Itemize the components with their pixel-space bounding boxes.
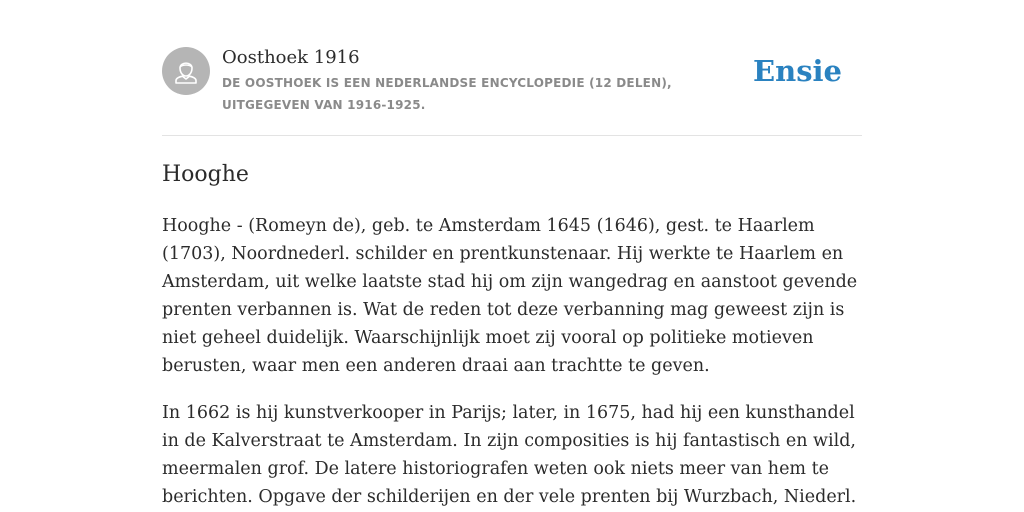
source-avatar[interactable] [162, 47, 210, 95]
entry-title: Hooghe [162, 162, 249, 187]
user-icon [162, 47, 210, 95]
source-description: DE OOSTHOEK IS EEN NEDERLANDSE ENCYCLOPEDIE (12 DELEN), UITGEGEVEN VAN 1916-1925. [222, 76, 672, 112]
source-header [162, 47, 862, 136]
entry-paragraph: In 1662 is hij kunstverkooper in Parijs; later, in 1675, had hij een kunsthandel in de Kalverstraat te Amsterdam. In zijn composities is hij fantastisch en wild, meermalen grof. De latere historiografen weten ook niets meer van hem te berichten. Opgave der schilderijen en der vele prenten bij Wurzbach, Niederl. [162, 403, 857, 507]
ensie-logo-link[interactable]: Ensie [753, 54, 842, 88]
source-title[interactable]: Oosthoek 1916 [222, 47, 360, 68]
entry-paragraph: Hooghe - (Romeyn de), geb. te Amsterdam 1645 (1646), gest. te Haarlem (1703), Noordnederl. schilder en prentkunstenaar. Hij werkte te Haarlem en Amsterdam, uit welke laatste stad hij om zijn wangedrag en aanstoot gevende prenten verbannen is. Wat de reden tot deze verbanning mag geweest zijn is niet geheel duidelijk. Waarschijnlijk moet zij vooral op politieke motieven berusten, waar men een anderen draai aan trachtte te geven. [162, 216, 858, 376]
entry-body [162, 212, 862, 512]
